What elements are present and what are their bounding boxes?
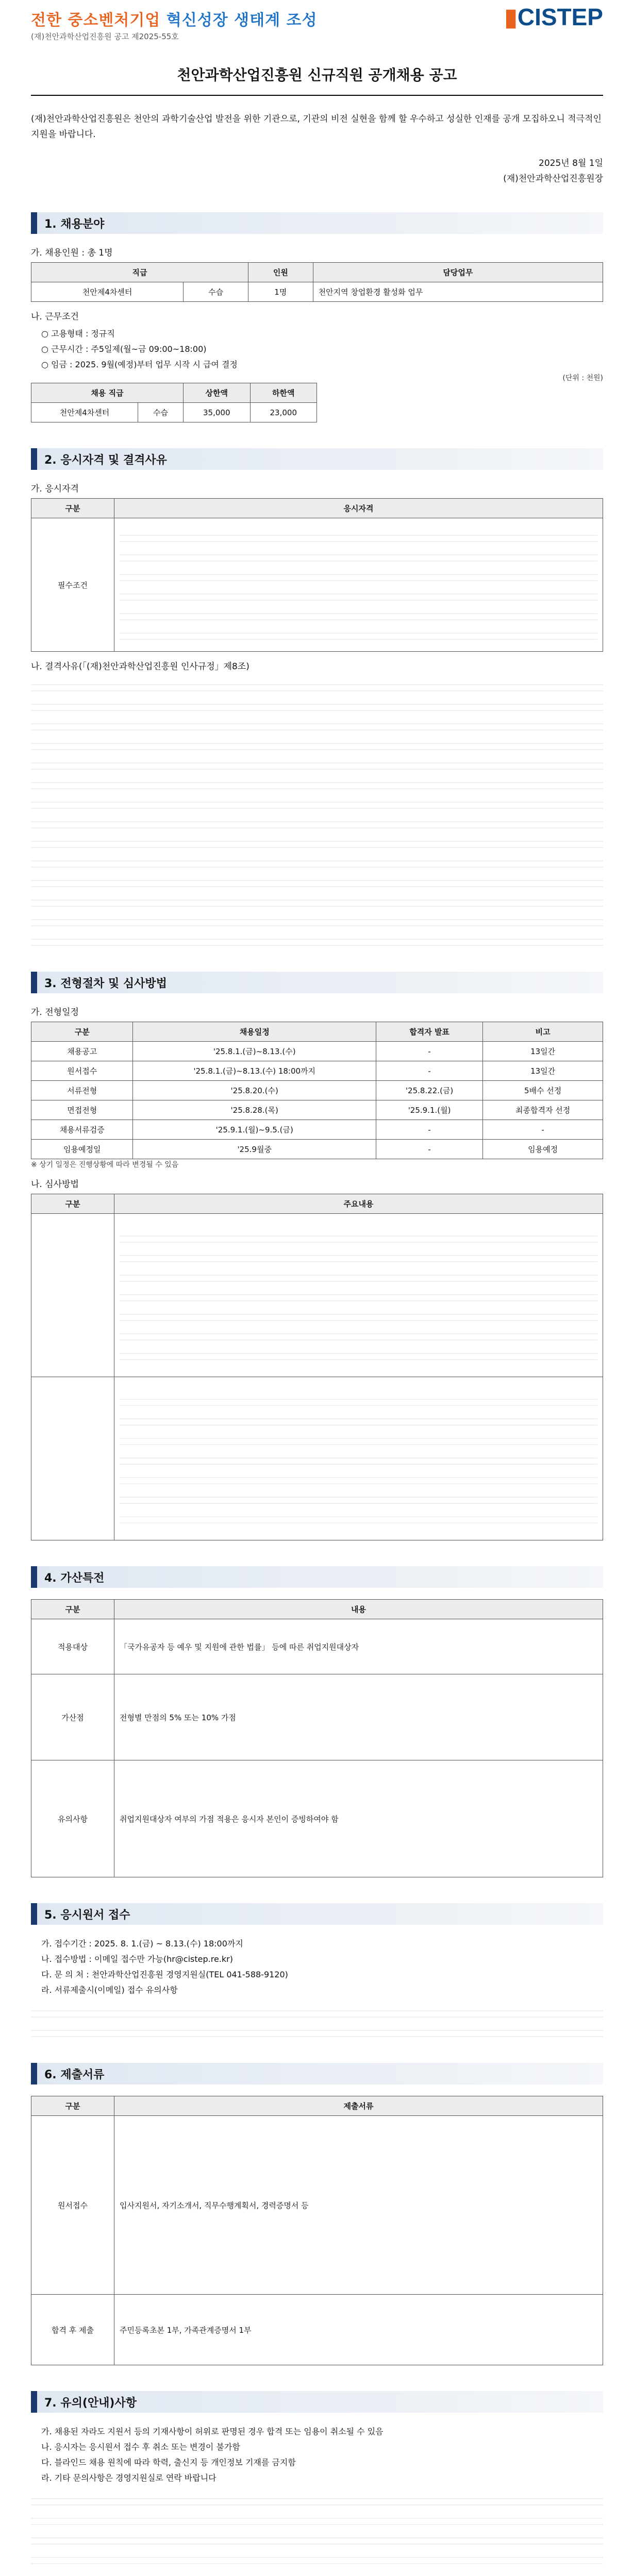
positions-table: 직급 인원 담당업무 천안제4차센터 수습 1명 천안지역 창업환경 활성화 업무 (31, 262, 603, 302)
schedule-table: 구분 채용일정 합격자 발표 비고 채용공고 '25.8.1.(금)~8.13.(수) - 13일간 원서접수 '25.8.1.(금)~8.13.(수) 18:00까지 - 13일간 서류전형 '25.8.20.(수) '25.8.22.(금) 5배수 선정 면접전형 '25.8.28.(목) '25.9.1.(월) 최종합격자 선정 채용서류검증 '25.9.1.(월)~9.5.(금) - - 임용예정일 '25.9월중 - 임용예정 (31, 1022, 603, 1159)
documents-table: 구분 제출서류 원서접수 입사지원서, 자기소개서, 직무수행계획서, 경력증명서 등 합격 후 제출 주민등록초본 1부, 가족관계증명서 1부 (31, 2096, 603, 2365)
application-list: 가. 접수기간 : 2025. 8. 1.(금) ~ 8.13.(수) 18:00까지 나. 접수방법 : 이메일 접수만 가능(hr@cistep.re.kr) 다. 문 의 처 : 천안과학산업진흥원 경영지원실(TEL 041-588-9120) 라. 서류제출시(이메일) 접수 유의사항 (41, 1939, 288, 1995)
section-header: 7. 유의(안내)사항 (31, 2391, 603, 2413)
table-row: 유의사항 취업지원대상자 여부의 가점 적용은 응시자 본인이 증빙하여야 함 (31, 1760, 603, 1877)
table-row: 적용대상 「국가유공자 등 예우 및 지원에 관한 법률」 등에 따른 취업지원대상자 (31, 1619, 603, 1674)
section-header: 1. 채용분야 (31, 212, 603, 234)
sub-heading: 나. 결격사유(「(재)천안과학산업진흥원 인사규정」제8조) (31, 662, 249, 672)
pay-unit: (단위 : 천원) (562, 374, 603, 382)
slogan-blue: 혁신성장 생태계 조성 (166, 11, 318, 29)
sub-heading: 가. 응시자격 (31, 484, 79, 494)
disqualification-list (31, 679, 603, 946)
section-header: 2. 응시자격 및 결격사유 (31, 448, 603, 470)
notice-date: 2025년 8월 1일 (재)천안과학산업진흥원장 (31, 156, 603, 187)
sub-heading: 가. 전형일정 (31, 1007, 79, 1018)
slogan-orange: 전한 중소벤처기업 (31, 11, 161, 29)
notice-list: 가. 채용된 자라도 지원서 등의 기재사항이 허위로 판명된 경우 합격 또는 임용이 취소될 수 있음 나. 응시자는 응시원서 접수 후 취소 또는 변경이 불가함 다. 블라인드 채용 원칙에 따라 학력, 출신지 등 개인정보 기재를 금지함 라. 기타 문의사항은 경영지원실로 연락 바랍니다 (41, 2427, 384, 2483)
table-row: 면접전형 '25.8.28.(목) '25.9.1.(월) 최종합격자 선정 (31, 1100, 603, 1120)
intro-text: (재)천안과학산업진흥원은 천안의 과학기술산업 발전을 위한 기관으로, 기관의 비전 실현을 함께 할 우수하고 성실한 인재를 공개 모집하오니 적극적인 지원을 바랍니다. (31, 114, 602, 140)
sub-heading: 나. 심사방법 (31, 1179, 79, 1190)
cistep-logo: ▮CISTEP (504, 4, 603, 30)
qualification-table: 구분 응시자격 필수조건 (31, 498, 603, 652)
conditions-list: ○ 고용형태 : 정규직 ○ 근무시간 : 주5일제(월~금 09:00~18:00) ○ 임금 : 2025. 9월(예정)부터 업무 시작 시 급여 결정 (41, 329, 238, 369)
bonus-table: 구분 내용 적용대상 「국가유공자 등 예우 및 지원에 관한 법률」 등에 따른 취업지원대상자 가산점 전형별 만점의 5% 또는 10% 가점 유의사항 취업지원대상자 여부의 가점 적용은 응시자 본인이 증빙하여야 함 (31, 1599, 603, 1877)
org-name: (재)천안과학산업진흥원장 (503, 174, 603, 184)
sub-heading: 나. 근무조건 (31, 312, 79, 322)
slogan (31, 7, 317, 30)
table-row: 채용서류검증 '25.9.1.(월)~9.5.(금) - - (31, 1120, 603, 1140)
notice-number: (재)천안과학산업진흥원 공고 제2025-55호 (31, 32, 179, 41)
header (31, 0, 603, 62)
page-title: 천안과학산업진흥원 신규직원 공개채용 공고 (31, 64, 603, 96)
table-row: 서류전형 '25.8.20.(수) '25.8.22.(금) 5배수 선정 (31, 1081, 603, 1100)
table-row: 임용예정일 '25.9월중 - 임용예정 (31, 1140, 603, 1159)
method-table: 구분 주요내용 (31, 1194, 603, 1540)
table-row: 원서접수 '25.8.1.(금)~8.13.(수) 18:00까지 - 13일간 (31, 1061, 603, 1081)
table-row: 합격 후 제출 주민등록초본 1부, 가족관계증명서 1부 (31, 2295, 603, 2365)
recruitment-notice (31, 0, 603, 2576)
section-header: 6. 제출서류 (31, 2063, 603, 2084)
section-header: 5. 응시원서 접수 (31, 1903, 603, 1925)
schedule-note: ※ 상기 일정은 진행상황에 따라 변경될 수 있음 (31, 1161, 179, 1169)
table-row: 원서접수 입사지원서, 자기소개서, 직무수행계획서, 경력증명서 등 (31, 2116, 603, 2295)
table-row: 가산점 전형별 만점의 5% 또는 10% 가점 (31, 1674, 603, 1760)
section-header: 4. 가산특전 (31, 1566, 603, 1588)
table-row: 채용공고 '25.8.1.(금)~8.13.(수) - 13일간 (31, 1042, 603, 1061)
sub-heading: 가. 채용인원 : 총 1명 (31, 248, 113, 258)
section-header: 3. 전형절차 및 심사방법 (31, 972, 603, 993)
pay-table: 채용 직급 상한액 하한액 천안제4차센터 수습 35,000 23,000 (31, 383, 317, 422)
